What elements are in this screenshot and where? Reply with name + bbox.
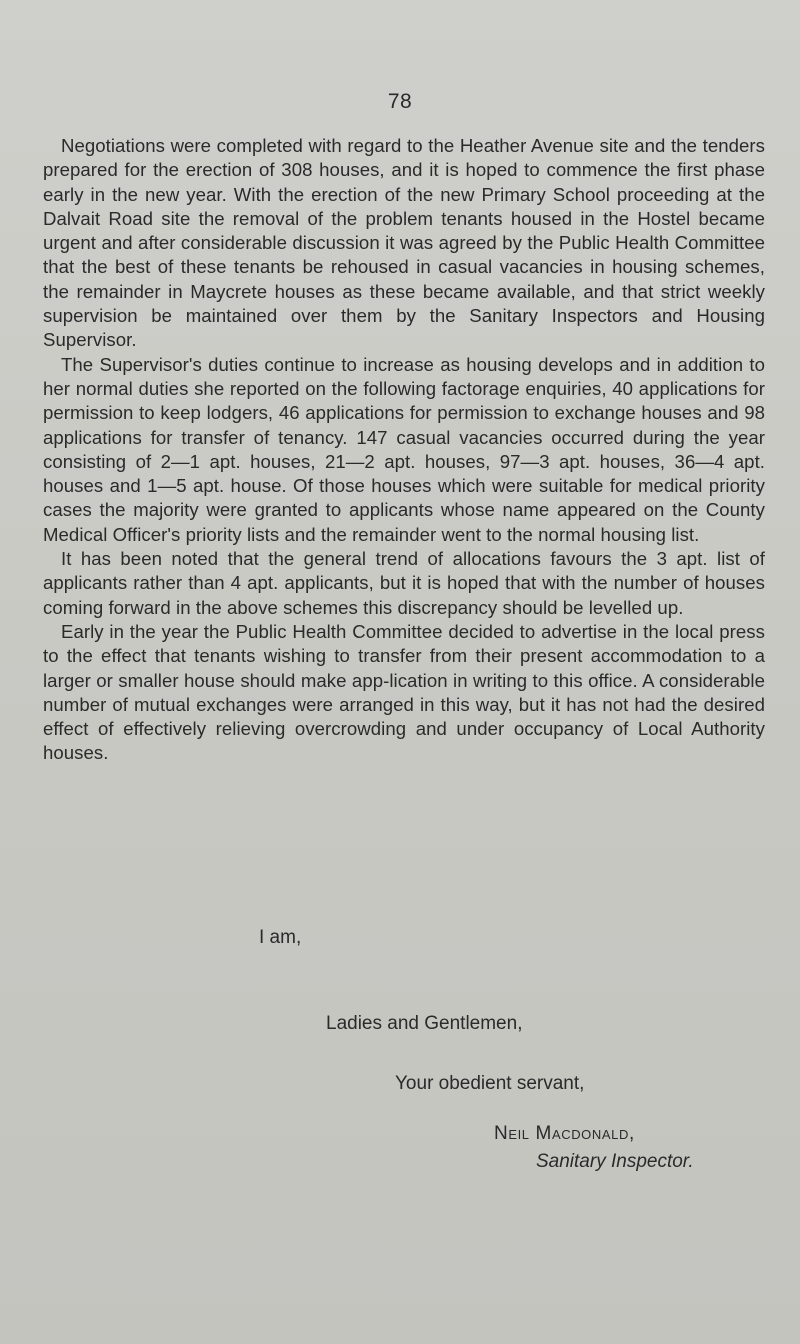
signatory-name: Neil Macdonald, [494, 1123, 635, 1144]
paragraph-2: The Supervisor's duties continue to increase as housing develops and in addition to her normal duties she reported on the following factorage enquiries, 40 applications for permission to keep lodgers, 46 applications for permission to exchange houses and 98 applications for transfer of tenancy. 147 casual vacancies occurred during the year consisting of 2—1 apt. houses, 21—2 apt. houses, 97—3 apt. houses, 36—4 apt. houses and 1—5 apt. house. Of those houses which were suitable for medical priority cases the majority were granted to applicants whose name appeared on the County Medical Officer's priority lists and the remainder went to the normal housing list. [43, 353, 765, 545]
paragraph-4: Early in the year the Public Health Committee decided to advertise in the local press to the effect that tenants wishing to transfer from their present accommodation to a larger or smaller house should make app-lication in writing to this office. A considerable number of mutual exchanges were arranged in this way, but it has not had the desired effect of effectively relieving overcrowding and under occupancy of Local Authority houses. [43, 620, 765, 764]
body-text [43, 134, 765, 766]
closing-salutation: Ladies and Gentlemen, [326, 1013, 523, 1034]
paragraph-3: It has been noted that the general trend of allocations favours the 3 apt. list of applicants rather than 4 apt. applicants, but it is hoped that with the number of houses coming forward in the above schemes this discrepancy should be levelled up. [43, 548, 765, 618]
page-number: 78 [387, 90, 413, 113]
paragraph-1: Negotiations were completed with regard to the Heather Avenue site and the tenders prepared for the erection of 308 houses, and it is hoped to commence the first phase early in the new year. With the erection of the new Primary School proceeding at the Dalvait Road site the removal of the problem tenants housed in the Hostel became urgent and after considerable discussion it was agreed by the Public Health Committee that the best of these tenants be rehoused in casual vacancies in housing schemes, the remainder in Maycrete houses as these became available, and that strict weekly supervision be maintained over them by the Sanitary Inspectors and Housing Supervisor. [43, 135, 765, 351]
closing-i-am: I am, [259, 927, 302, 948]
closing-valediction: Your obedient servant, [395, 1073, 585, 1094]
signatory-title: Sanitary Inspector. [536, 1151, 694, 1172]
